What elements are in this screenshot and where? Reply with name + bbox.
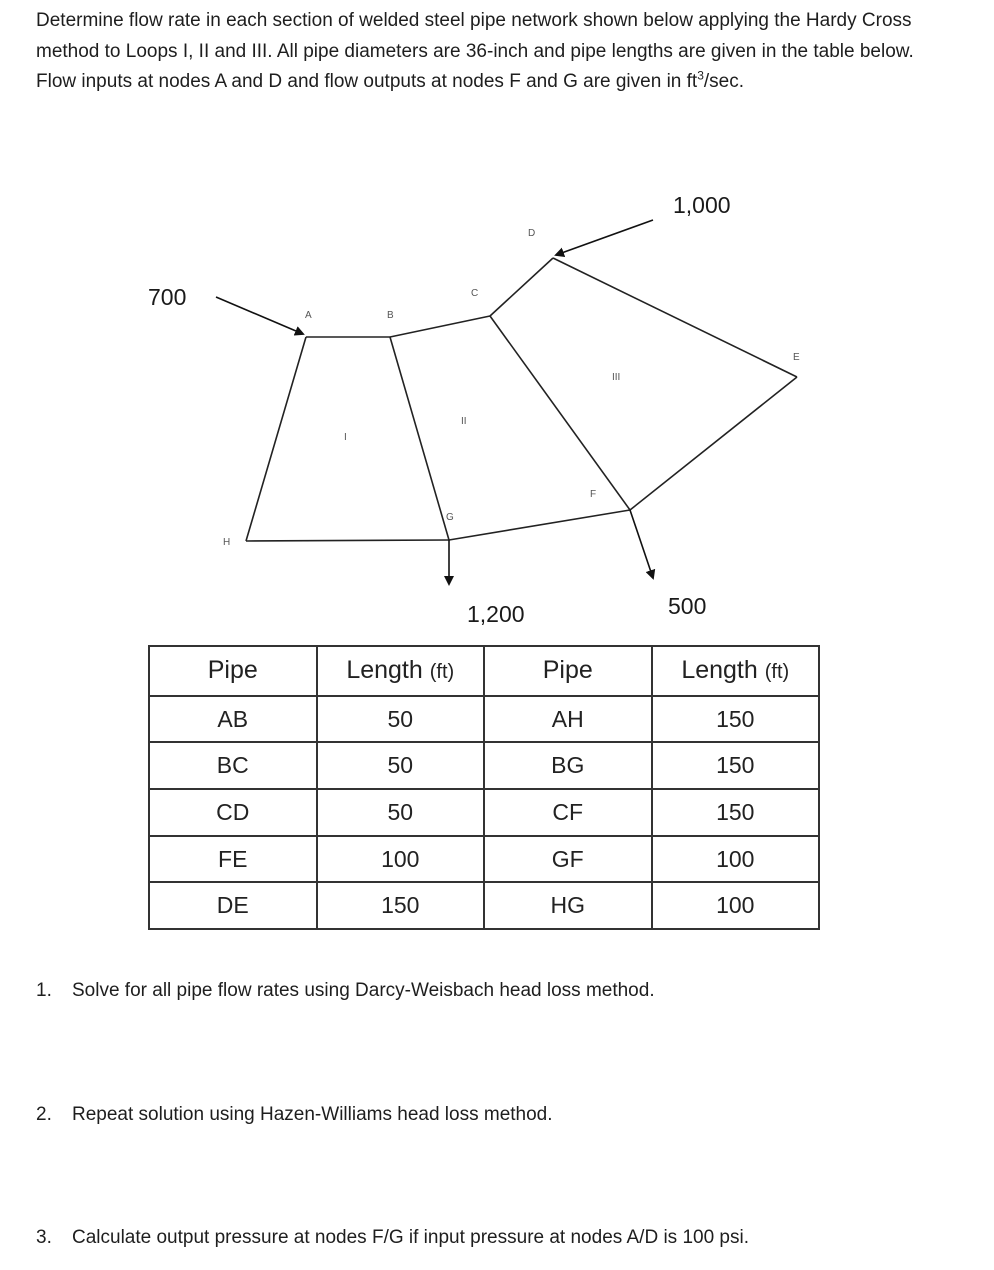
pipe-network-diagram [0,150,994,630]
pipe-cd [490,258,553,316]
table-cell: 50 [317,742,485,789]
problem-text-end: /sec. [703,71,744,92]
node-a-label: A [305,310,312,321]
table-cell: 50 [317,696,485,743]
table-cell: BG [484,742,652,789]
node-h-label: H [223,537,231,548]
table-row [149,742,819,789]
loop-1-label: I [344,432,347,443]
header-pipe-2-text: Pipe [542,656,593,685]
header-length-1-text: Length [346,656,423,685]
cubic-superscript: 3 [697,68,704,83]
pipe-gf [449,510,630,540]
table-cell: BC [149,742,317,789]
header-length-1 [317,646,485,696]
table-cell: HG [484,882,652,929]
table-row [149,789,819,836]
question-3-text: Calculate output pressure at nodes F/G if input pressure at nodes A/D is 100 psi. [72,1227,749,1248]
pipe-length-table [148,645,820,930]
pipe-hg [246,540,449,541]
flow-input-a: 700 [148,284,187,310]
question-1 [36,980,655,1002]
question-2 [36,1104,553,1126]
question-2-number: 2. [36,1104,52,1125]
table-row [149,836,819,883]
table-cell: AB [149,696,317,743]
node-c-label: C [471,288,479,299]
node-g-label: G [446,512,454,523]
flow-output-f: 500 [668,593,707,619]
question-1-number: 1. [36,980,52,1001]
outflow-arrow-f [630,510,653,578]
pipe-cf [490,316,630,510]
question-1-text: Solve for all pipe flow rates using Darcy-Weisbach head loss method. [72,980,655,1001]
table-cell: 100 [652,882,820,929]
table-row [149,696,819,743]
header-length-2-text: Length [681,656,758,685]
header-pipe-1-text: Pipe [207,656,258,685]
table-cell: GF [484,836,652,883]
table-cell: CF [484,789,652,836]
loop-3-label: III [612,372,621,383]
node-b-label: B [387,310,394,321]
flow-output-g: 1,200 [467,601,525,627]
table-cell: 100 [652,836,820,883]
problem-text: Determine flow rate in each section of welded steel pipe network shown below applying the Hardy Cross method to Loops I, II and III. All pipe diameters are 36-inch and pipe lengths are given in the table below. Flow inputs at nodes A and D and flow outputs at nodes F and G are given in ft [36,10,914,92]
pipe-bg [390,337,449,540]
header-unit-1: (ft) [429,661,455,684]
inflow-arrow-a [216,297,303,334]
header-length-2 [652,646,820,696]
header-pipe-1 [149,646,317,696]
pipe-bc [390,316,490,337]
node-e-label: E [793,352,800,363]
header-unit-2: (ft) [764,661,790,684]
table-row [149,882,819,929]
table-cell: 100 [317,836,485,883]
table-cell: CD [149,789,317,836]
table-cell: 150 [652,789,820,836]
header-pipe-2 [484,646,652,696]
flow-input-d: 1,000 [673,192,731,218]
table-cell: 50 [317,789,485,836]
table-cell: FE [149,836,317,883]
table-cell: 150 [652,696,820,743]
table-cell: 150 [652,742,820,789]
question-3 [36,1227,749,1249]
table-cell: 150 [317,882,485,929]
node-f-label: F [590,489,597,500]
loop-2-label: II [461,416,467,427]
node-d-label: D [528,228,536,239]
pipe-ah [246,337,306,541]
pipe-fe [630,377,797,510]
problem-statement [36,6,936,98]
question-3-number: 3. [36,1227,52,1248]
pipe-de [553,258,797,377]
table-cell: AH [484,696,652,743]
inflow-arrow-d [556,220,653,255]
table-header-row [149,646,819,696]
table-cell: DE [149,882,317,929]
question-2-text: Repeat solution using Hazen-Williams head loss method. [72,1104,553,1125]
